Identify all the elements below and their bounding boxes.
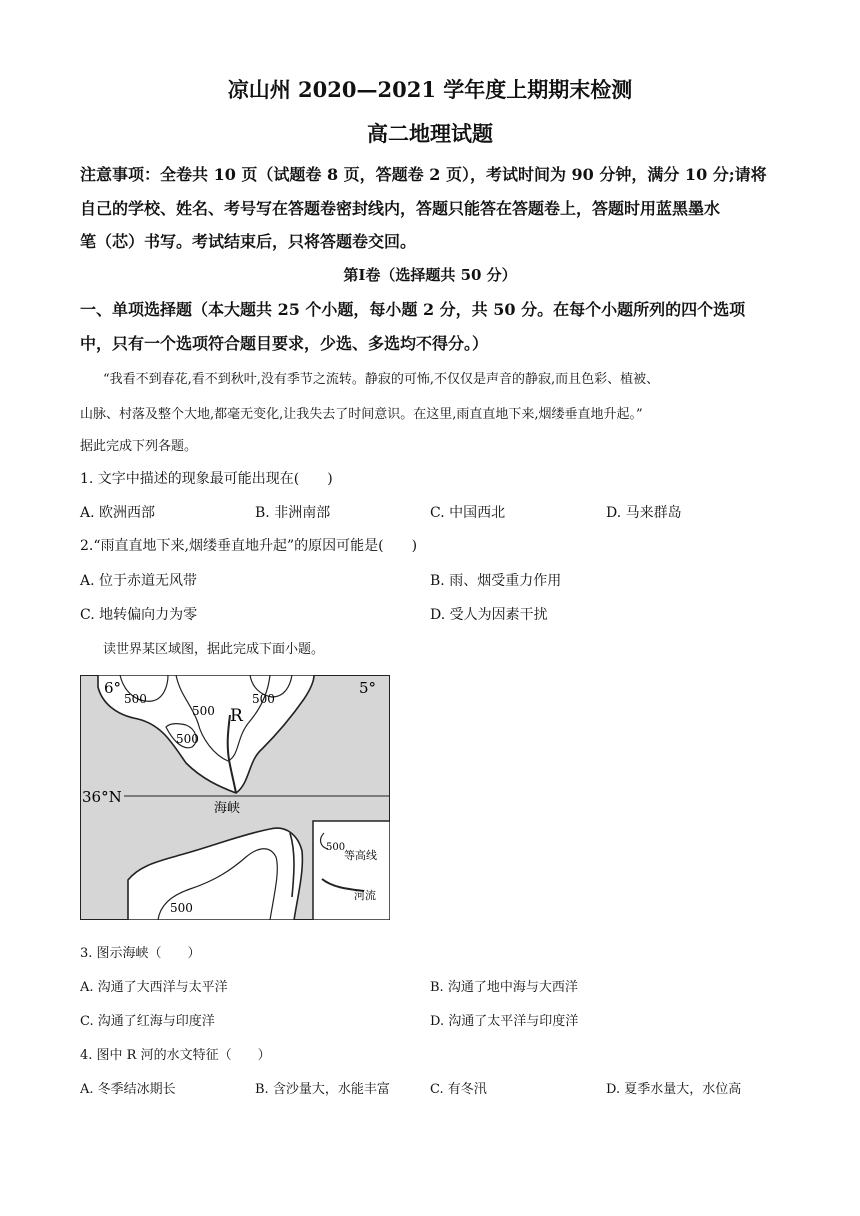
question-stem: 4. 图中 R 河的水文特征（ ） [80, 1048, 271, 1063]
option-b: B. 非洲南部 [255, 505, 331, 521]
notice-line: 笔（芯）书写。考试结束后，只将答题卷交回。 [80, 232, 417, 251]
option-c: C. 沟通了红海与印度洋 [80, 1014, 215, 1029]
option-a: A. 沟通了大西洋与太平洋 [80, 980, 228, 995]
question-stem: 1. 文字中描述的现象最可能出现在( ) [80, 471, 333, 487]
strait-label: 海峡 [214, 801, 241, 816]
contour-label: 500 [176, 732, 199, 746]
legend-box [313, 821, 390, 920]
page-title: 凉山州 2020—2021 学年度上期期末检测 [227, 77, 633, 102]
option-c: C. 地转偏向力为零 [80, 607, 198, 623]
option-c: C. 中国西北 [430, 505, 506, 521]
option-b: B. 含沙量大，水能丰富 [255, 1082, 390, 1097]
option-b: B. 沟通了地中海与大西洋 [430, 980, 578, 995]
option-d: D. 沟通了太平洋与印度洋 [430, 1014, 579, 1029]
instruction-line: 中，只有一个选项符合题目要求，少选、多选均不得分。） [80, 334, 489, 353]
longitude-left-label: 6° [104, 679, 122, 697]
river-r-label: R [230, 706, 243, 726]
option-d: D. 受人为因素干扰 [430, 607, 548, 623]
option-a: A. 位于赤道无风带 [80, 573, 198, 589]
instruction-line: 一、单项选择题（本大题共 25 个小题，每小题 2 分，共 50 分。在每个小题所列的四个选项 [80, 300, 746, 319]
option-d: D. 夏季水量大，水位高 [606, 1082, 742, 1097]
passage-line: 据此完成下列各题。 [80, 439, 198, 454]
passage-line: “我看不到春花,看不到秋叶,没有季节之流转。静寂的可怖,不仅仅是声音的静寂,而且色彩、植被、 [103, 372, 660, 387]
map-intro: 读世界某区域图，据此完成下面小题。 [103, 642, 325, 657]
page-subtitle: 高二地理试题 [367, 121, 493, 146]
legend-contour-value: 500 [326, 842, 346, 853]
contour-label: 500 [170, 901, 193, 915]
notice-line: 自己的学校、姓名、考号写在答题卷密封线内，答题只能答在答题卷上，答题时用蓝黑墨水 [80, 199, 721, 218]
latitude-label: 36°N [82, 788, 122, 806]
region-map [80, 675, 390, 920]
passage-line: 山脉、村落及整个大地,都毫无变化,让我失去了时间意识。在这里,雨直直地下来,烟缕垂直地升起。” [80, 407, 643, 422]
contour-label: 500 [192, 704, 215, 718]
option-a: A. 冬季结冰期长 [80, 1082, 176, 1097]
contour-label: 500 [252, 692, 275, 706]
legend-river-label: 河流 [354, 889, 376, 902]
option-b: B. 雨、烟受重力作用 [430, 573, 562, 589]
longitude-right-label: 5° [359, 679, 377, 697]
section-title: 第Ⅰ卷（选择题共 50 分） [343, 266, 517, 284]
question-stem: 2.“雨直直地下来,烟缕垂直地升起”的原因可能是( ) [80, 538, 418, 554]
contour-label: 500 [124, 692, 147, 706]
option-c: C. 有冬汛 [430, 1082, 487, 1097]
notice-line: 注意事项：全卷共 10 页（试题卷 8 页，答题卷 2 页），考试时间为 90 分钟，满分 10 分;请将 [80, 165, 767, 184]
question-stem: 3. 图示海峡（ ） [80, 946, 201, 961]
legend-contour-label: 等高线 [344, 849, 377, 862]
option-d: D. 马来群岛 [606, 505, 682, 521]
option-a: A. 欧洲西部 [80, 505, 156, 521]
